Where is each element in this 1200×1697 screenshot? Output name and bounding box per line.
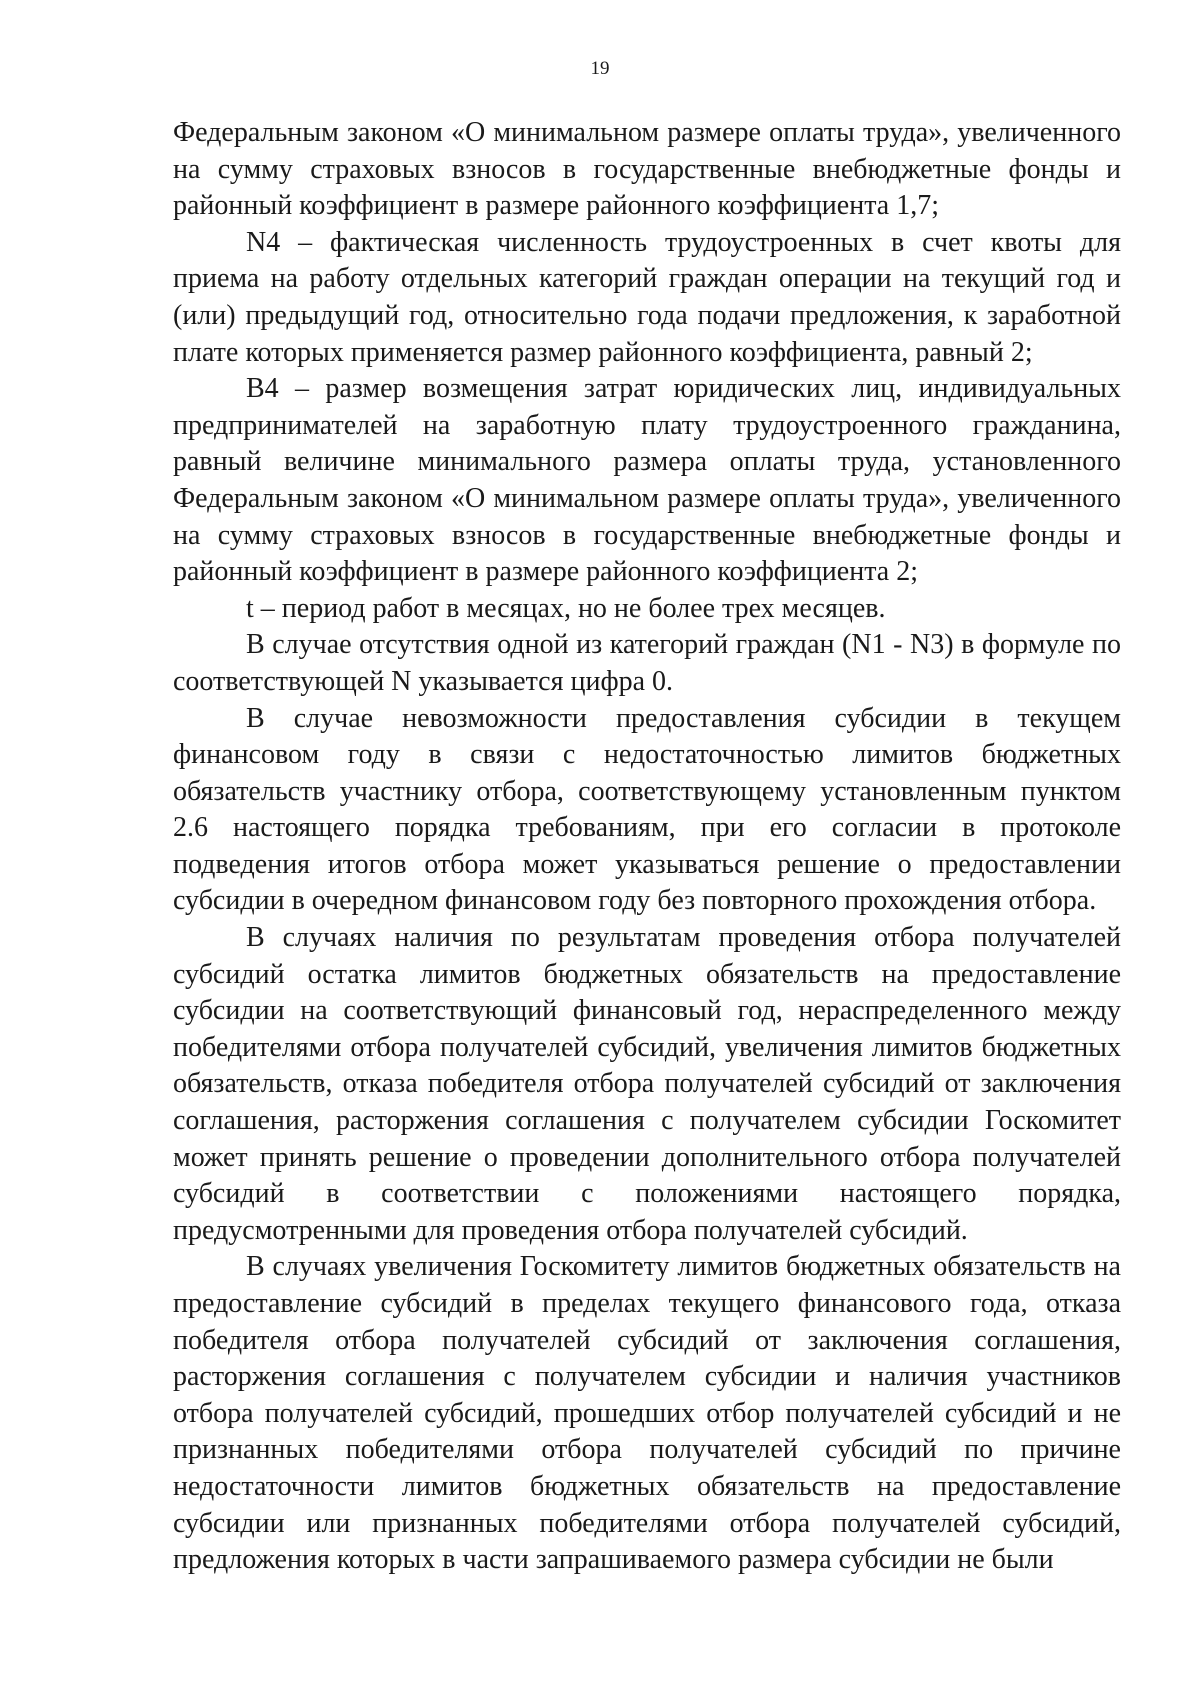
page-number: 19 (590, 58, 610, 79)
paragraph-subsidy-next-year: В случае невозможности предоставления субсидии в текущем финансовом году в связи с недостаточностью лимитов бюджетных обязательств участнику отбора, соответствующему установленным пунктом 2.6 настоящего порядка требованиям, при его согласии в протоколе подведения итогов отбора может указываться решение о предоставлении субсидии в очередном финансовом году без повторного прохождения отбора. (173, 702, 1121, 917)
paragraph-n4-definition: N4 – фактическая численность трудоустроенных в счет квоты для приема на работу отдельных категорий граждан операции на текущий год и (или) предыдущий год, относительно года подачи предложения, к заработной плате которых применяется размер районного коэффициента, равный 2; (173, 226, 1121, 368)
document-body (173, 115, 1121, 1579)
paragraph-b4-definition: B4 – размер возмещения затрат юридических лиц, индивидуальных предпринимателей на заработную плату трудоустроенного гражданина, равный величине минимального размера оплаты труда, установленного Федеральным законом «О минимальном размере оплаты труда», увеличенного на сумму страховых взносов в государственные внебюджетные фонды и районный коэффициент в размере районного коэффициента 2; (173, 373, 1121, 588)
paragraph-continuation: Федеральным законом «О минимальном размере оплаты труда», увеличенного на сумму страховых взносов в государственные внебюджетные фонды и районный коэффициент в размере районного коэффициента 1,7; (173, 117, 1121, 222)
paragraph-t-definition: t – период работ в месяцах, но не более трех месяцев. (246, 592, 886, 624)
paragraph-additional-selection: В случаях наличия по результатам проведения отбора получателей субсидий остатка лимитов бюджетных обязательств на предоставление субсидии на соответствующий финансовый год, нераспределенного между победителями отбора получателей субсидий, увеличения лимитов бюджетных обязательств, отказа победителя отбора получателей субсидий от заключения соглашения, расторжения соглашения с получателем субсидии Госкомитет может принять решение о проведении дополнительного отбора получателей субсидий в соответствии с положениями настоящего порядка, предусмотренными для проведения отбора получателей субсидий. (173, 922, 1121, 1246)
paragraph-missing-category: В случае отсутствия одной из категорий граждан (N1 - N3) в формуле по соответствующей N указывается цифра 0. (173, 629, 1121, 697)
paragraph-limit-increase: В случаях увеличения Госкомитету лимитов бюджетных обязательств на предоставление субсидий в пределах текущего финансового года, отказа победителя отбора получателей субсидий от заключения соглашения, расторжения соглашения с получателем субсидии и наличия участников отбора получателей субсидий, прошедших отбор получателей субсидий и не признанных победителями отбора получателей субсидий по причине недостаточности лимитов бюджетных обязательств на предоставление субсидии или признанных победителями отбора получателей субсидий, предложения которых в части запрашиваемого размера субсидии не были (173, 1251, 1121, 1576)
